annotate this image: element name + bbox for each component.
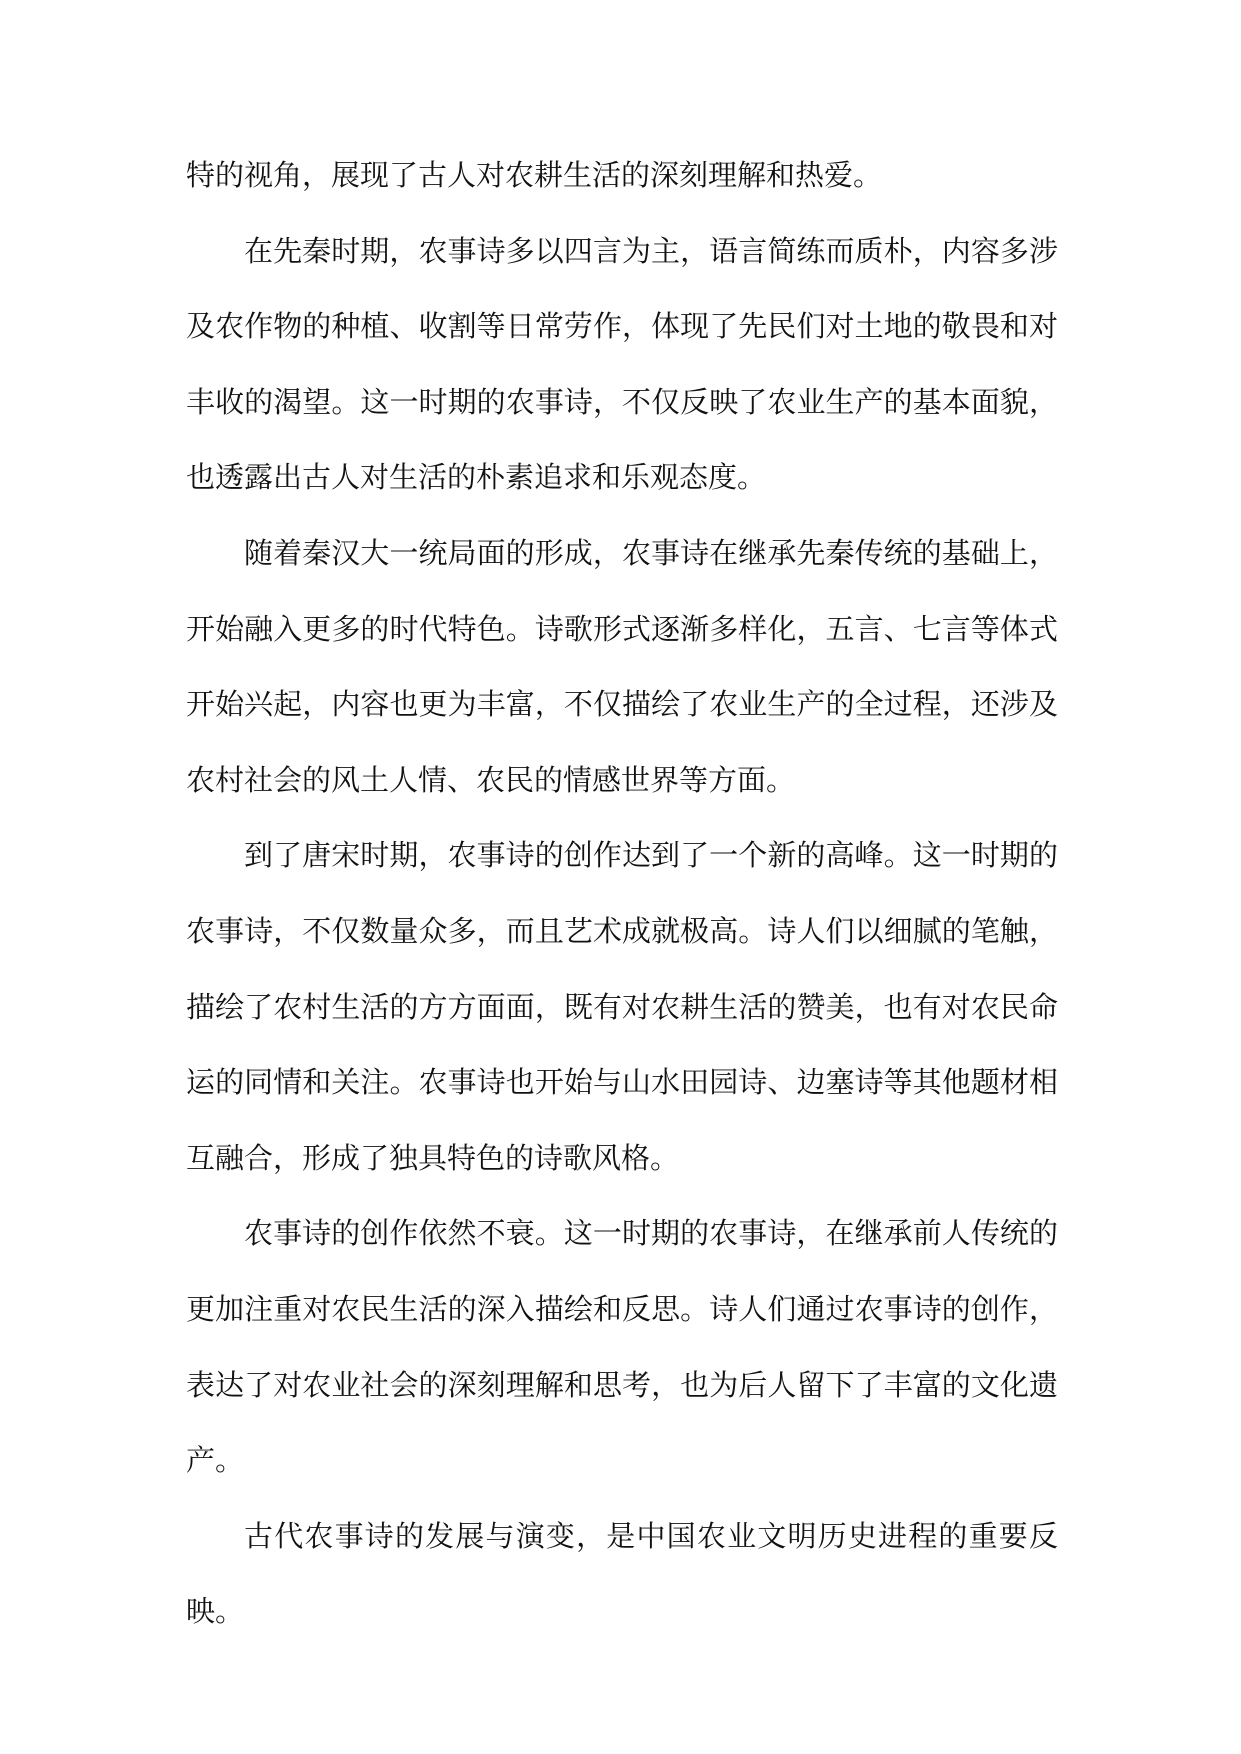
paragraph-qin-han: 随着秦汉大一统局面的形成，农事诗在继承先秦传统的基础上，开始融入更多的时代特色。诗歌形式逐渐多样化，五言、七言等体式开始兴起，内容也更为丰富，不仅描绘了农业生产的全过程，还涉及农村社会的风土人情、农民的情感世界等方面。 [186, 535, 1058, 797]
paragraph-pre-qin: 在先秦时期，农事诗多以四言为主，语言简练而质朴，内容多涉及农作物的种植、收割等日常劳作，体现了先民们对土地的敬畏和对丰收的渴望。这一时期的农事诗，不仅反映了农业生产的基本面貌，也透露出古人对生活的朴素追求和乐观态度。 [186, 233, 1058, 495]
body-text [186, 138, 1058, 1650]
paragraph-continuation: 特的视角，展现了古人对农耕生活的深刻理解和热爱。 [186, 158, 883, 192]
paragraph-later-period: 农事诗的创作依然不衰。这一时期的农事诗，在继承前人传统的更加注重对农民生活的深入描绘和反思。诗人们通过农事诗的创作，表达了对农业社会的深刻理解和思考，也为后人留下了丰富的文化遗产。 [186, 1216, 1058, 1478]
paragraph-tang-song: 到了唐宋时期，农事诗的创作达到了一个新的高峰。这一时期的农事诗，不仅数量众多，而且艺术成就极高。诗人们以细腻的笔触，描绘了农村生活的方方面面，既有对农耕生活的赞美，也有对农民命运的同情和关注。农事诗也开始与山水田园诗、边塞诗等其他题材相互融合，形成了独具特色的诗歌风格。 [186, 838, 1058, 1175]
paragraph-conclusion: 古代农事诗的发展与演变，是中国农业文明历史进程的重要反映。 [186, 1518, 1058, 1629]
